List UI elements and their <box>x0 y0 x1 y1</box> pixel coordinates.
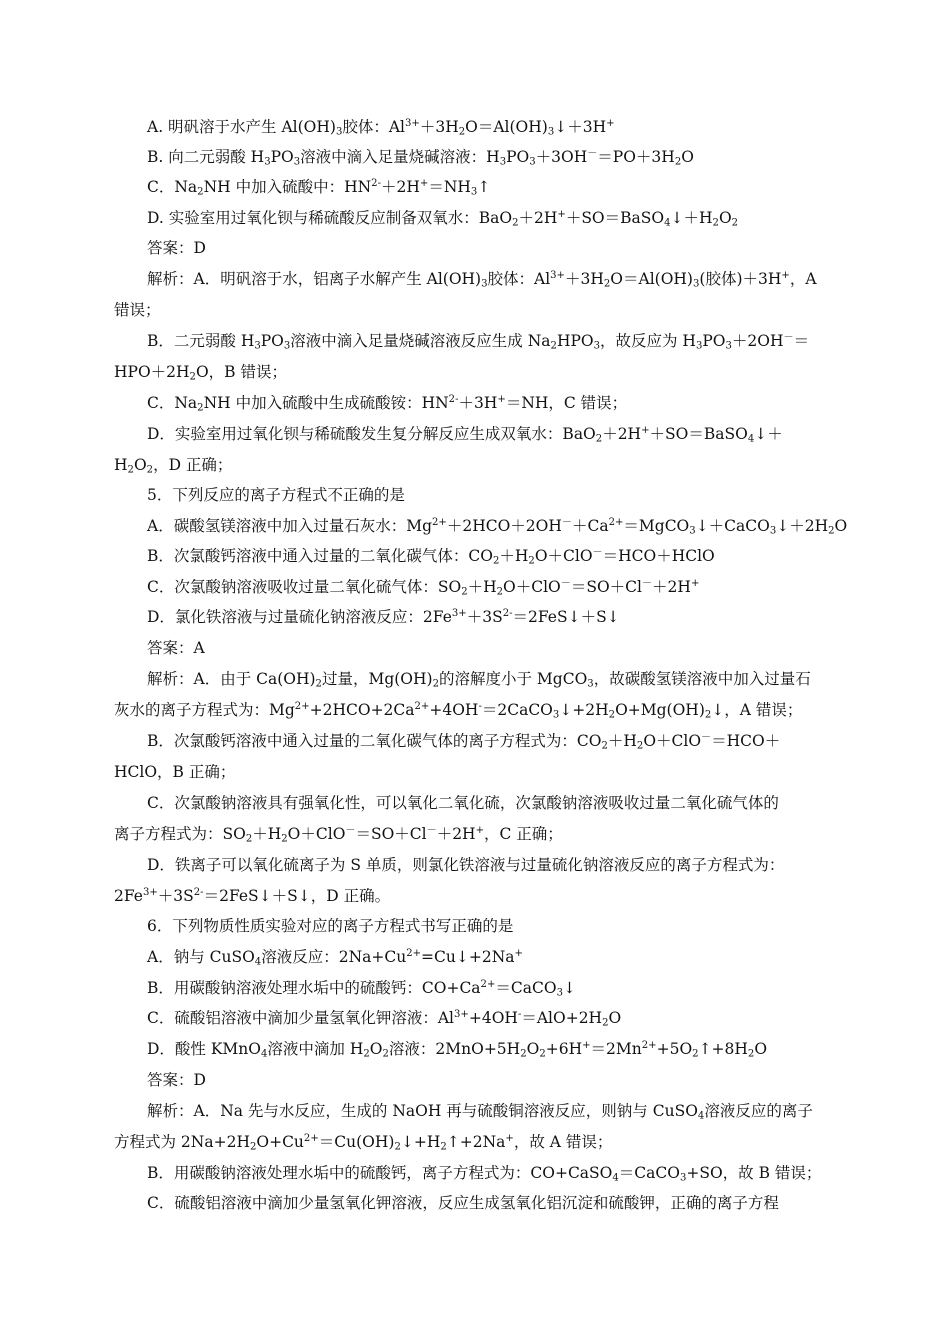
q4-answer: 答案：D <box>147 239 206 257</box>
q5-analysis-c-2: 离子方程式为：$SO_2+H_2O+ClO^-=SO+Cl^-+2H^+$，C 正确； <box>114 824 563 845</box>
q6-analysis-c-1: C．硫酸铝溶液中滴加少量氢氧化钾溶液，反应生成氢氧化铝沉淀和硫酸钾，正确的离子方程 <box>147 1194 779 1212</box>
q5-stem: 5．下列反应的离子方程式不正确的是 <box>147 486 405 504</box>
q5-analysis-d-2: $2Fe^{3+}+3S^{2-}=2FeS↓+S↓$，D 正确。 <box>114 886 391 905</box>
q6-option-d: D．酸性 KMnO$_4$溶液中滴加 $H_2O_2$溶液：$2MnO+5H_2O_2+6H^+=2Mn^{2+}+5O_2↑+8H_2O$ <box>147 1039 768 1060</box>
q5-option-b: B．次氯酸钙溶液中通入过量的二氧化碳气体：$CO_2+H_2O+ClO^-=HCO+HClO$ <box>147 546 715 567</box>
q6-option-a: A．钠与 CuSO$_4$溶液反应：$2Na+Cu^{2+}=Cu↓+2Na^+$ <box>147 947 523 968</box>
q4-option-b: B. 向二元弱酸 $H_3PO_3$溶液中滴入足量烧碱溶液：$H_3PO_3+3OH^-=PO+3H_2O$ <box>147 147 694 168</box>
q4-analysis-d-1: D．实验室用过氧化钡与稀硫酸发生复分解反应生成双氧水：BaO$_2$＋2H+＋SO＝BaSO$_4$↓＋ <box>147 424 783 445</box>
q5-option-c: C．次氯酸钠溶液吸收过量二氧化硫气体：$SO_2+H_2O+ClO^-=SO+Cl^-+2H^+$ <box>147 577 700 598</box>
q5-analysis-a-1: 解析：A．由于 $Ca(OH)_2$过量，$Mg(OH)_2$的溶解度小于 MgCO$_3$，故碳酸氢镁溶液中加入过量石 <box>147 670 811 690</box>
q6-analysis-a-1: 解析：A．Na 先与水反应，生成的 NaOH 再与硫酸铜溶液反应，则钠与 CuSO$_4$溶液反应的离子 <box>147 1102 813 1122</box>
q6-option-c: C．硫酸铝溶液中滴加少量氢氧化钾溶液：$Al^{3+}+4OH^-=AlO+2H_2O$ <box>147 1008 622 1029</box>
q5-analysis-a-2: 灰水的离子方程式为：$Mg^{2+}+2HCO+2Ca^{2+}+4OH^-=2CaCO_3↓+2H_2O+Mg(OH)_2↓$，A 错误； <box>114 700 803 721</box>
q5-analysis-b-1: B．次氯酸钙溶液中通入过量的二氧化碳气体的离子方程式为：$CO_2+H_2O+ClO^-=HCO+$ <box>147 731 781 752</box>
q4-analysis-a-2: 错误； <box>114 301 161 319</box>
q4-option-c: C．$Na_2NH$ 中加入硫酸中：$HN^{2-}+2H^+=NH_3↑$ <box>147 177 491 198</box>
q4-option-d: D. 实验室用过氧化钡与稀硫酸反应制备双氧水：$BaO_2+2H^++SO=BaSO_4↓+H_2O_2$ <box>147 208 739 229</box>
q6-answer: 答案：D <box>147 1071 206 1089</box>
q6-option-b: B．用碳酸钠溶液处理水垢中的硫酸钙：$CO+Ca^{2+}=CaCO_3↓$ <box>147 978 576 999</box>
q5-analysis-c-1: C．次氯酸钠溶液具有强氧化性，可以氧化二氧化硫，次氯酸钠溶液吸收过量二氧化硫气体的 <box>147 794 779 812</box>
q4-analysis-b-1: B．二元弱酸 $H_3PO_3$溶液中滴入足量烧碱溶液反应生成 $Na_2HPO_3$，故反应为 $H_3PO_3+2OH^-=$ <box>147 331 810 352</box>
q6-analysis-a-2: 方程式为 $2Na+2H_2O+Cu^{2+}=Cu(OH)_2↓+H_2↑+2Na^+$，故 A 错误； <box>114 1132 613 1153</box>
q6-stem: 6．下列物质性质实验对应的离子方程式书写正确的是 <box>147 917 514 935</box>
q4-analysis-a-1: 解析：A．明矾溶于水，铝离子水解产生 $Al(OH)_3$胶体：$Al^{3+}+3H_2O=Al(OH)_3$(胶体)＋3H+，A <box>147 269 817 290</box>
q4-analysis-c: C．$Na_2NH$ 中加入硫酸中生成硫酸铵：$HN^{2-}+3H^+=NH$，C 错误； <box>147 393 628 414</box>
q5-analysis-b-2: HClO，B 正确； <box>114 763 236 781</box>
q5-option-d: D．氯化铁溶液与过量硫化钠溶液反应：$2Fe^{3+}+3S^{2-}=2FeS↓+S↓$ <box>147 607 620 626</box>
q4-analysis-d-2: $H_2O_2$，D 正确； <box>114 456 233 476</box>
q5-option-a: A．碳酸氢镁溶液中加入过量石灰水：$Mg^{2+}+2HCO+2OH^-+Ca^{2+}=MgCO_3↓+CaCO_3↓+2H_2O$ <box>147 516 848 537</box>
q4-option-a: A. 明矾溶于水产生 $Al(OH)_3$胶体：$Al^{3+}+3H_2O=Al(OH)_3↓+3H^+$ <box>147 117 615 138</box>
q5-analysis-d-1: D．铁离子可以氧化硫离子为 S 单质，则氯化铁溶液与过量硫化钠溶液反应的离子方程式为： <box>147 856 785 874</box>
q5-answer: 答案：A <box>147 639 205 657</box>
q4-analysis-b-2: $HPO+2H_2O$，B 错误； <box>114 363 287 383</box>
q6-analysis-b: B．用碳酸钠溶液处理水垢中的硫酸钙，离子方程式为：CO+CaSO$_4$＝CaCO$_3$+SO，故 B 错误； <box>147 1164 822 1184</box>
